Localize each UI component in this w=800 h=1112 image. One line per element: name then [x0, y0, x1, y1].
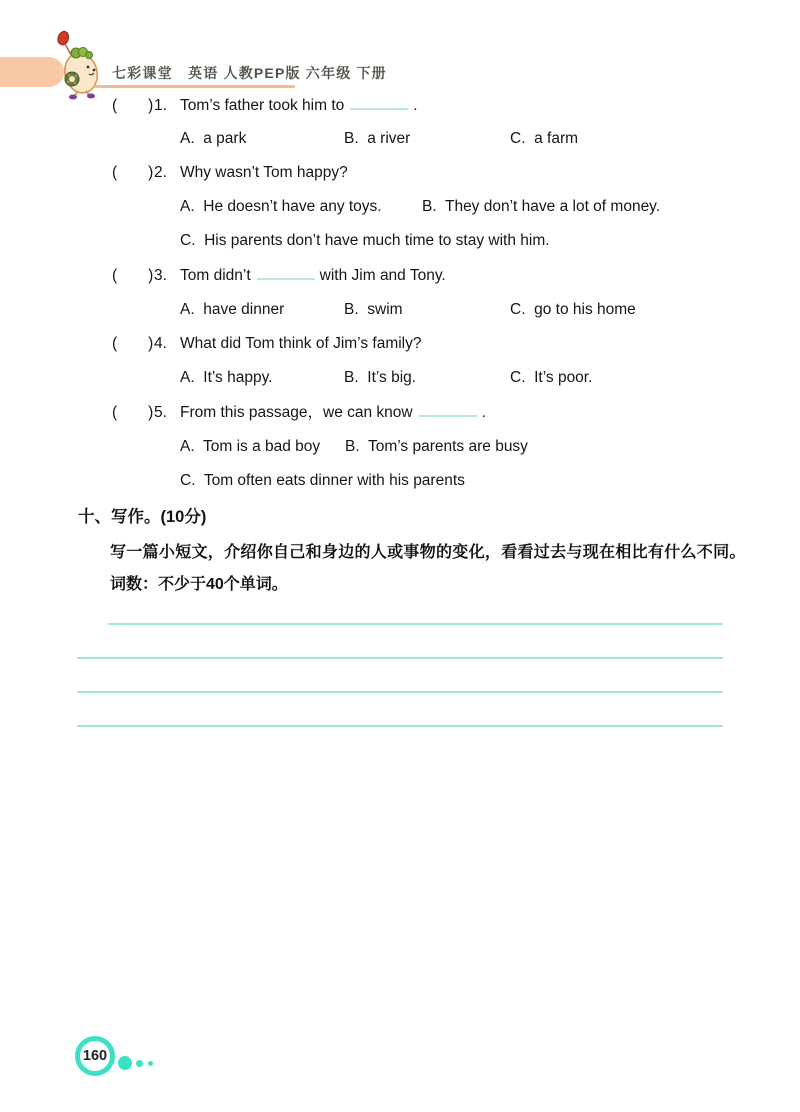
answer-paren: ( ): [112, 267, 154, 284]
writing-instruction: 写一篇小短文，介绍你自己和身边的人或事物的变化，看看过去与现在相比有什么不同。: [110, 544, 746, 561]
mascot-icon: [48, 26, 108, 100]
stem-text: From this passage，we can know: [180, 404, 413, 421]
decorative-dot-small: [148, 1061, 153, 1066]
question-1-option-c: C. a farm: [510, 130, 579, 147]
answer-blank: [419, 402, 477, 417]
answer-paren: ( ): [112, 335, 154, 352]
question-3-option-c: C. go to his home: [510, 301, 636, 318]
question-number: 4.: [154, 335, 167, 352]
question-4-option-b: B. It’s big.: [344, 369, 417, 386]
stem-text: Why wasn’t Tom happy?: [180, 164, 348, 181]
page-number: 160: [82, 1048, 108, 1064]
answer-blank: [350, 95, 408, 110]
question-number: 2.: [154, 164, 167, 181]
decorative-dot-large: [118, 1056, 132, 1070]
question-number: 5.: [154, 404, 167, 421]
writing-line: [77, 657, 723, 659]
answer-blank: [257, 265, 315, 280]
writing-section-title: 十、写作。(10分): [78, 508, 207, 526]
question-4-option-a: A. It’s happy.: [180, 369, 273, 386]
decorative-dot-medium: [136, 1060, 143, 1067]
question-2-option-c: C. His parents don’t have much time to stay with him.: [180, 232, 550, 249]
stem-text: Tom’s father took him to: [180, 97, 345, 114]
header-underline: [94, 85, 295, 88]
question-5-option-a: A. Tom is a bad boy: [180, 438, 321, 455]
question-3-option-b: B. swim: [344, 301, 403, 318]
question-2-option-a: A. He doesn’t have any toys.: [180, 198, 382, 215]
question-5-option-b: B. Tom’s parents are busy: [345, 438, 528, 455]
stem-text: Tom didn’t: [180, 267, 251, 284]
book-header-title: 七彩课堂 英语 人教PEP版 六年级 下册: [112, 65, 387, 81]
page-number-badge: [75, 1036, 115, 1076]
question-1-option-b: B. a river: [344, 130, 411, 147]
question-2-option-b: B. They don’t have a lot of money.: [422, 198, 661, 215]
writing-line: [77, 725, 723, 727]
stem-text-after: .: [481, 404, 486, 421]
stem-text-after: with Jim and Tony.: [319, 267, 446, 284]
stem-text: What did Tom think of Jim’s family?: [180, 335, 422, 352]
question-4-stem: [112, 334, 421, 353]
question-1-option-a: A. a park: [180, 130, 247, 147]
question-3-option-a: A. have dinner: [180, 301, 285, 318]
question-3-stem: [112, 265, 446, 285]
writing-line: [108, 623, 723, 625]
stem-text-after: .: [413, 97, 418, 114]
answer-paren: ( ): [112, 97, 154, 114]
answer-paren: ( ): [112, 404, 154, 421]
writing-word-count: 词数：不少于40个单词。: [110, 576, 288, 593]
question-5-stem: [112, 402, 486, 422]
writing-line: [77, 691, 723, 693]
question-2-stem: [112, 163, 348, 182]
question-number: 3.: [154, 267, 167, 284]
question-5-option-c: C. Tom often eats dinner with his parents: [180, 472, 465, 489]
question-1-stem: [112, 95, 418, 115]
answer-paren: ( ): [112, 164, 154, 181]
question-number: 1.: [154, 97, 167, 114]
question-4-option-c: C. It’s poor.: [510, 369, 593, 386]
